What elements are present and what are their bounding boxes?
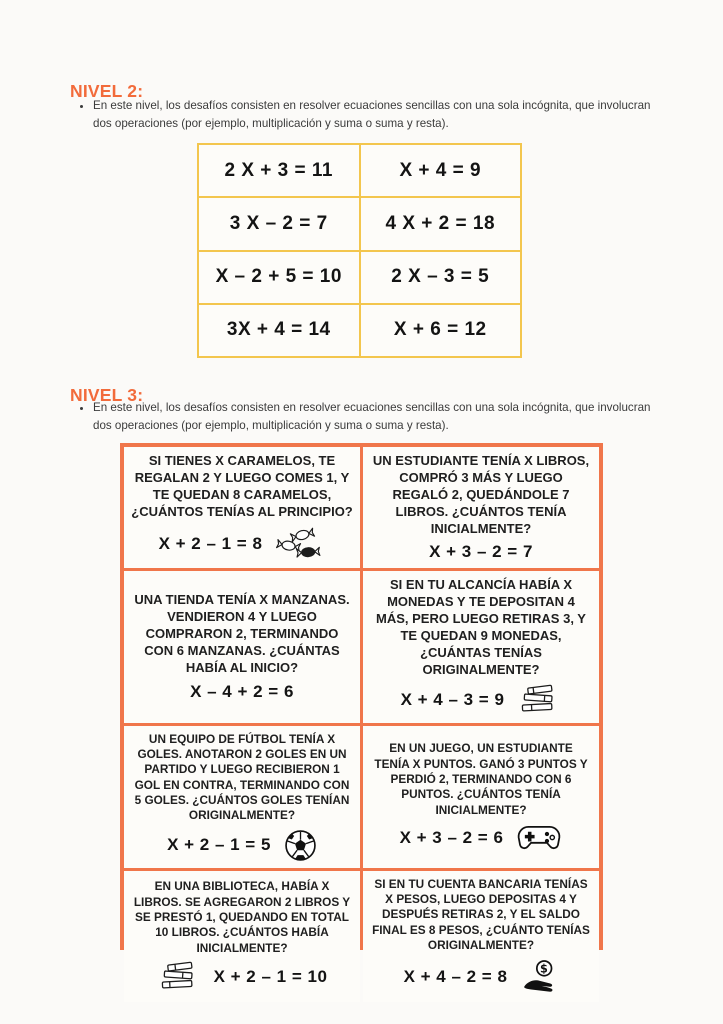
nivel2-heading: NIVEL 2:	[70, 80, 144, 101]
problem-equation: X – 4 + 2 = 6	[190, 681, 294, 701]
problem-equation: X + 2 – 1 = 5	[167, 835, 271, 855]
problem-text: UN EQUIPO DE FÚTBOL TENÍA X GOLES. ANOTARON 2 GOLES EN UN PARTIDO Y LUEGO RECIBIERON 1 GOL EN CONTRA, TERMINANDO CON 5 GOLES. ¿CUÁNTOS GOLES TENÍAN ORIGINALMENTE?	[134, 731, 350, 823]
coin-stack-icon	[517, 684, 561, 717]
problem-text: EN UN JUEGO, UN ESTUDIANTE TENÍA X PUNTOS. GANÓ 3 PUNTOS Y PERDIÓ 2, TERMINANDO CON 6 PUNTOS. ¿CUÁNTOS TENÍA INICIALMENTE?	[374, 741, 588, 817]
problem-equation: X + 2 – 1 = 10	[213, 967, 328, 987]
nivel3-problem-table	[120, 443, 603, 987]
equation-cell: X + 4 = 9	[361, 145, 521, 196]
problem-equation: X + 3 – 2 = 7	[429, 542, 533, 562]
svg-text:$: $	[540, 962, 549, 976]
book-stack-icon	[157, 961, 201, 994]
equation-cell: 4 X + 2 = 18	[361, 198, 521, 249]
nivel3-heading: NIVEL 3:	[70, 384, 144, 405]
nivel2-equation-table	[197, 143, 522, 358]
problem-card-banco	[363, 871, 599, 1003]
equation-cell: 3X + 4 = 14	[199, 305, 359, 356]
problem-card-libros	[363, 447, 599, 568]
problem-card-monedas	[363, 571, 599, 722]
problem-text: UN ESTUDIANTE TENÍA X LIBROS, COMPRÓ 3 MÁS Y LUEGO REGALÓ 2, QUEDÁNDOLE 7 LIBROS. ¿CUÁNTOS TENÍA INICIALMENTE?	[372, 453, 590, 536]
problem-text: SI EN TU CUENTA BANCARIA TENÍAS X PESOS, LUEGO DEPOSITAS 4 Y DESPUÉS RETIRAS 2, Y EL SALDO FINAL ES 8 PESOS, ¿CUÁNTO TENÍAS ORIGINALMENTE?	[372, 876, 590, 953]
game-controller-icon	[516, 823, 562, 852]
nivel3-description-text: • En este nivel, los desafíos consisten en resolver ecuaciones sencillas con una sola incógnita, que involucran dos operaciones (por ejemplo, multiplicación y suma o suma y resta).	[93, 399, 653, 435]
equation-cell: 2 X + 3 = 11	[199, 145, 359, 196]
problem-card-manzanas	[124, 571, 360, 722]
nivel2-description-text: • En este nivel, los desafíos consisten en resolver ecuaciones sencillas con una sola incógnita, que involucran dos operaciones (por ejemplo, multiplicación y suma o suma y resta).	[93, 97, 653, 133]
equation-cell: X + 6 = 12	[361, 305, 521, 356]
problem-text: SI EN TU ALCANCÍA HABÍA X MONEDAS Y TE DEPOSITAN 4 MÁS, PERO LUEGO RETIRAS 3, Y TE QUEDAN 9 MONEDAS, ¿CUÁNTAS TENÍAS ORIGINALMENTE?	[376, 577, 586, 677]
soccer-ball-icon	[284, 829, 317, 862]
problem-equation: X + 2 – 1 = 8	[158, 534, 263, 553]
equation-cell: X – 2 + 5 = 10	[199, 252, 359, 303]
problem-card-futbol	[124, 726, 360, 868]
problem-text: SI TIENES X CARAMELOS, TE REGALAN 2 Y LUEGO COMES 1, Y TE QUEDAN 8 CARAMELOS, ¿CUÁNTOS TENÍAS AL PRINCIPIO?	[131, 453, 353, 520]
problem-card-caramelos	[124, 447, 360, 568]
candy-icon	[275, 526, 325, 562]
equation-cell: 2 X – 3 = 5	[361, 252, 521, 303]
hand-money-icon	[520, 958, 558, 996]
problem-card-juego	[363, 726, 599, 868]
problem-text: UNA TIENDA TENÍA X MANZANAS. VENDIERON 4 Y LUEGO COMPRARON 2, TERMINANDO CON 6 MANZANAS. ¿CUÁNTAS HABÍA AL INICIO?	[134, 592, 350, 675]
problem-equation: X + 4 – 3 = 9	[400, 690, 505, 710]
nivel3-description	[78, 399, 653, 435]
equation-cell: 3 X – 2 = 7	[199, 198, 359, 249]
problem-card-biblioteca	[124, 871, 360, 1003]
problem-equation: X + 3 – 2 = 6	[399, 827, 504, 847]
problem-equation: X + 4 – 2 = 8	[403, 967, 508, 987]
nivel2-description	[78, 97, 653, 133]
problem-text: EN UNA BIBLIOTECA, HABÍA X LIBROS. SE AGREGARON 2 LIBROS Y SE PRESTÓ 1, QUEDANDO EN TOTAL 10 LIBROS. ¿CUÁNTOS HABÍA INICIALMENTE?	[133, 879, 351, 955]
